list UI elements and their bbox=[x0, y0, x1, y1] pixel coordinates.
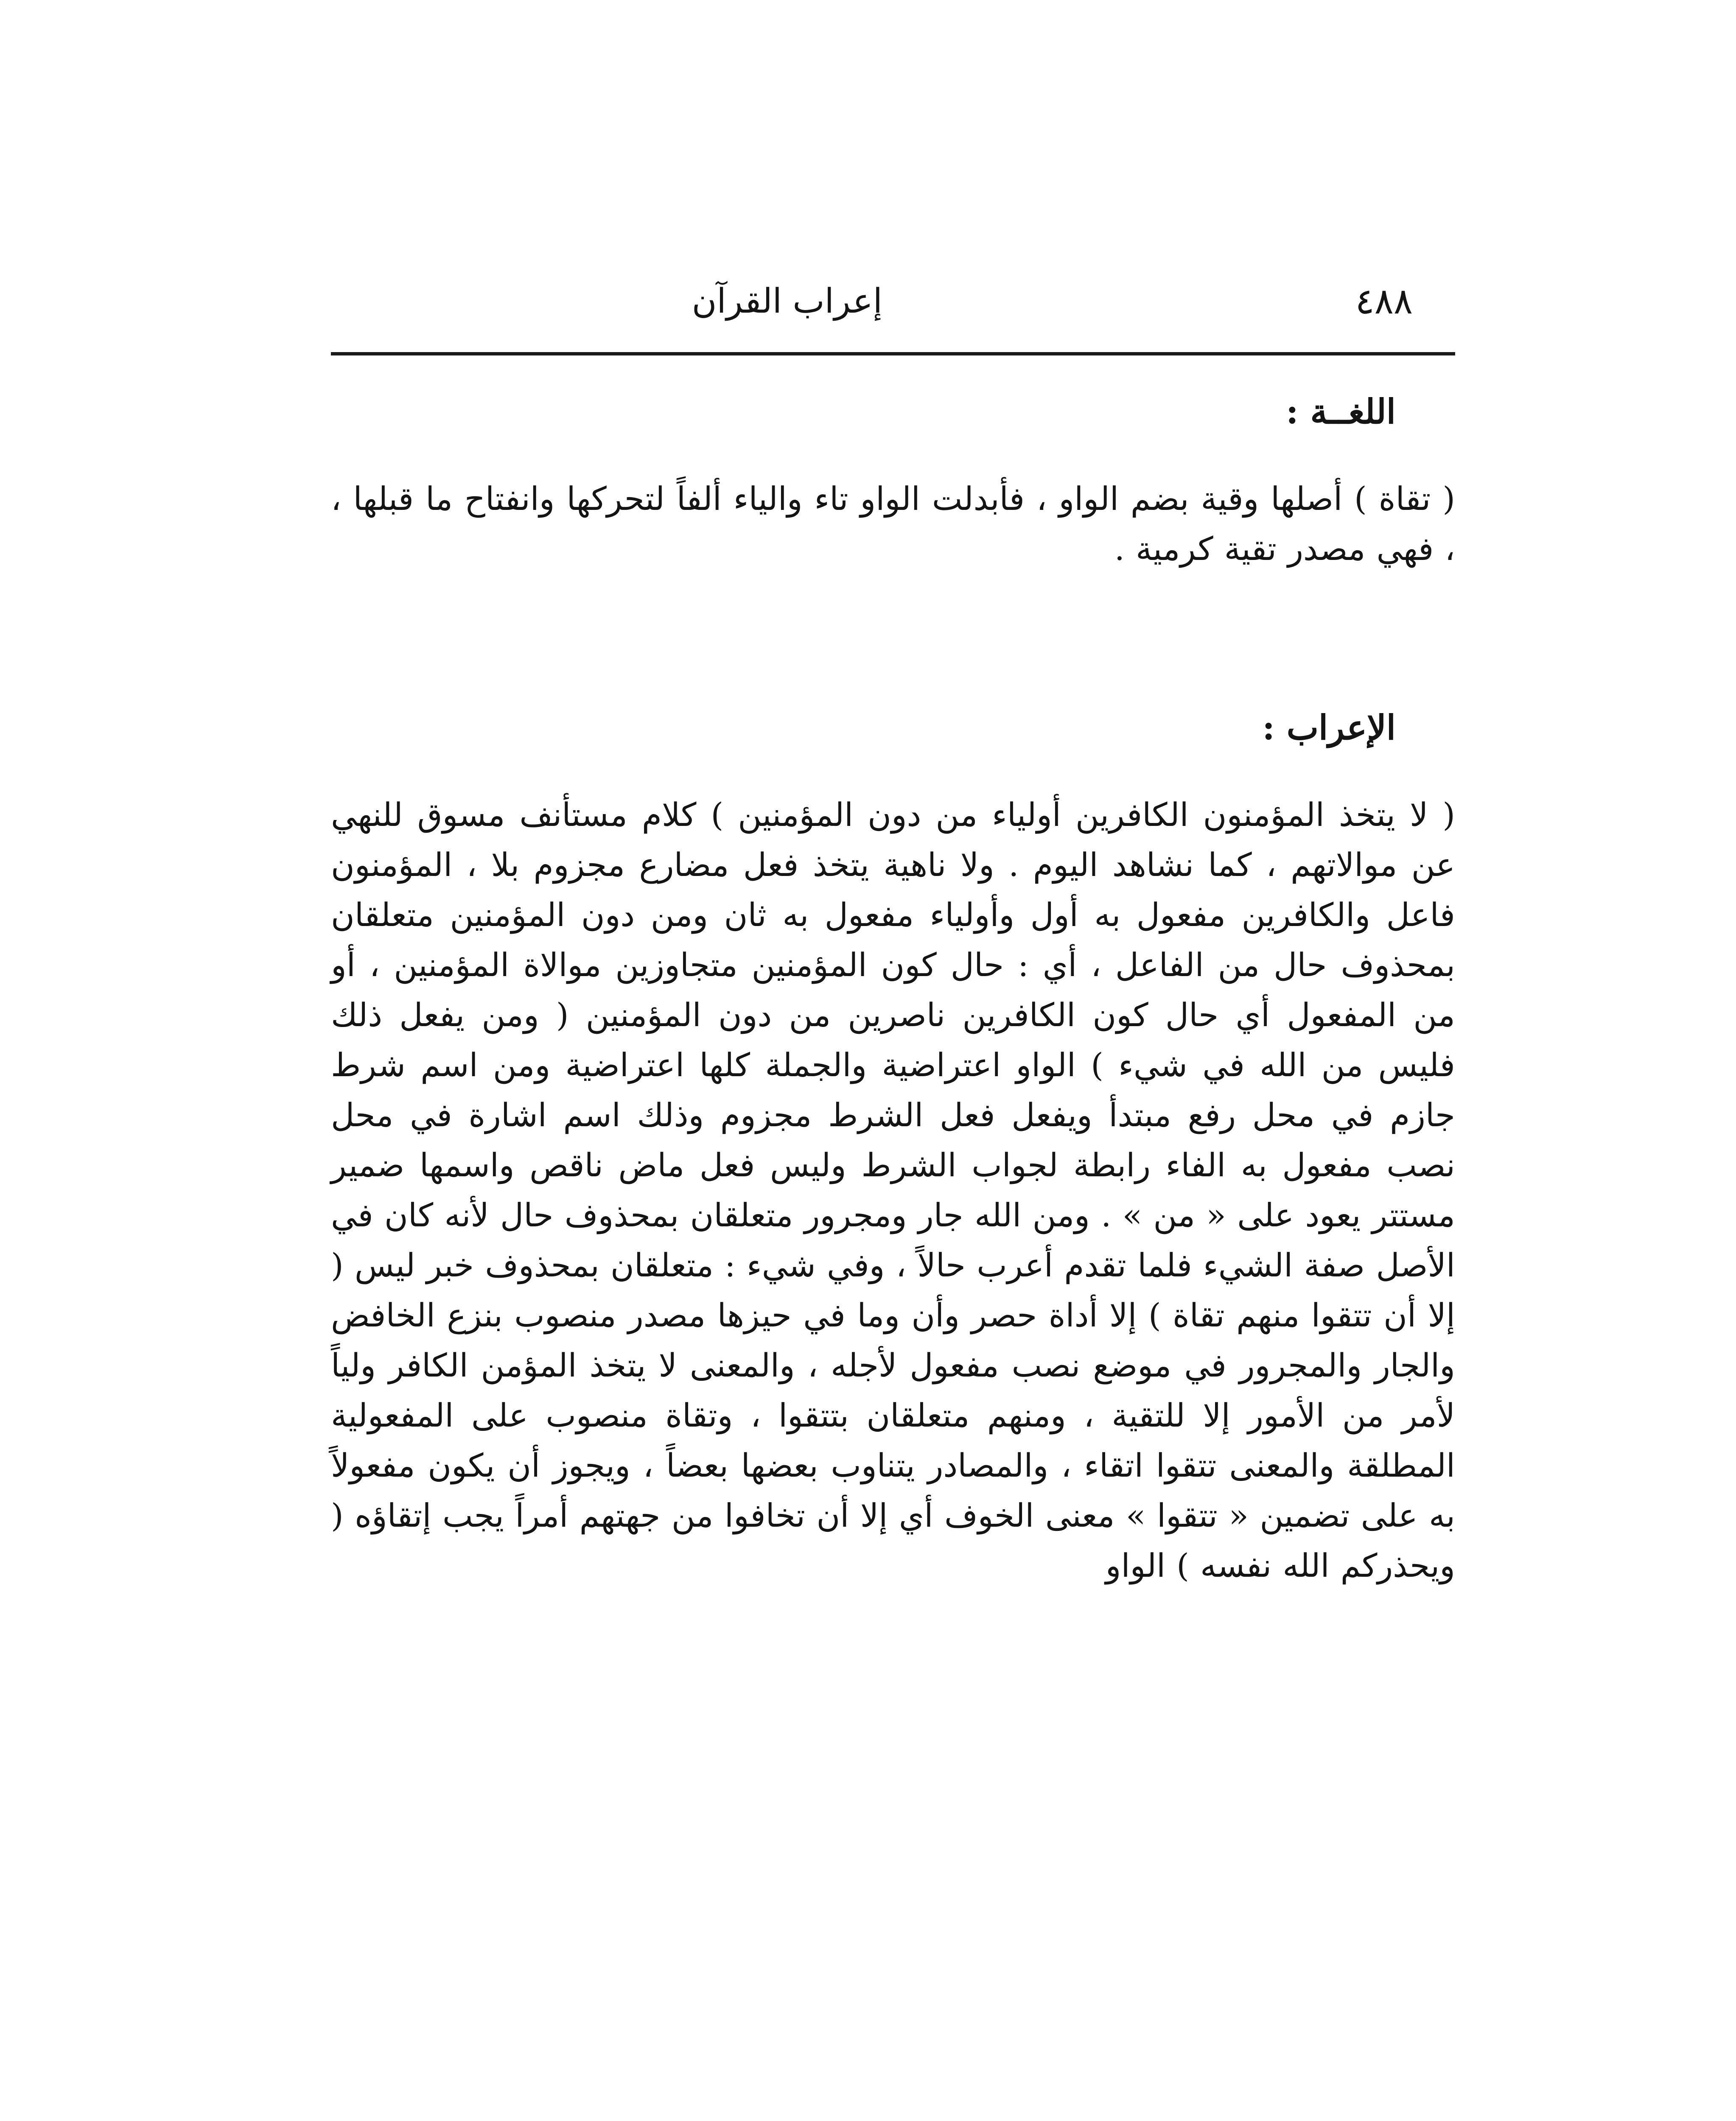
header-rule bbox=[331, 352, 1455, 355]
section-body-irab: ( لا يتخذ المؤمنون الكافرين أولياء من دون المؤمنين ) كلام مستأنف مسوق للنهي عن موالاتهم ، كما نشاهد اليوم . ولا ناهية يتخذ فعل مضارع مجزوم بلا ، المؤمنون فاعل والكافرين مفعول به أول وأولياء مفعول به ثان ومن دون المؤمنين متعلقان بمحذوف حال من الفاعل ، أي : حال كون المؤمنين متجاوزين موالاة المؤمنين ، أو من المفعول أي حال كون الكافرين ناصرين من دون المؤمنين ( ومن يفعل ذلك فليس من الله في شيء ) الواو اعتراضية والجملة كلها اعتراضية ومن اسم شرط جازم في محل رفع مبتدأ ويفعل فعل الشرط مجزوم وذلك اسم اشارة في محل نصب مفعول به الفاء رابطة لجواب الشرط وليس فعل ماض ناقص واسمها ضمير مستتر يعود على « من » . ومن الله جار ومجرور متعلقان بمحذوف حال لأنه كان في الأصل صفة الشيء فلما تقدم أعرب حالاً ، وفي شيء : متعلقان بمحذوف خبر ليس ( إلا أن تتقوا منهم تقاة ) إلا أداة حصر وأن وما في حيزها مصدر منصوب بنزع الخافض والجار والمجرور في موضع نصب مفعول لأجله ، والمعنى لا يتخذ المؤمن الكافر ولياً لأمر من الأمور إلا للتقية ، ومنهم متعلقان بتتقوا ، وتقاة منصوب على المفعولية المطلقة والمعنى تتقوا اتقاء ، والمصادر يتناوب بعضها بعضاً ، ويجوز أن يكون مفعولاً به على تضمين « تتقوا » معنى الخوف أي إلا أن تخافوا من جهتهم أمراً يجب إتقاؤه ( ويحذركم الله نفسه ) الواو bbox=[331, 796, 1455, 1584]
section-heading-irab: الإعراب : bbox=[1262, 708, 1396, 747]
page-number: ٤٨٨ bbox=[1355, 280, 1413, 322]
section-heading-lugha: اللغــة : bbox=[1286, 392, 1396, 431]
book-title: إعراب القرآن bbox=[692, 281, 882, 321]
section-body-lugha: ( تقاة ) أصلها وقية بضم الواو ، فأبدلت الواو تاء والياء ألفاً لتحركها وانفتاح ما قبلها ، ، فهي مصدر تقية كرمية . bbox=[331, 480, 1455, 568]
section-irab bbox=[331, 704, 1455, 1591]
running-header bbox=[331, 271, 1455, 335]
section-lugha bbox=[331, 388, 1455, 574]
